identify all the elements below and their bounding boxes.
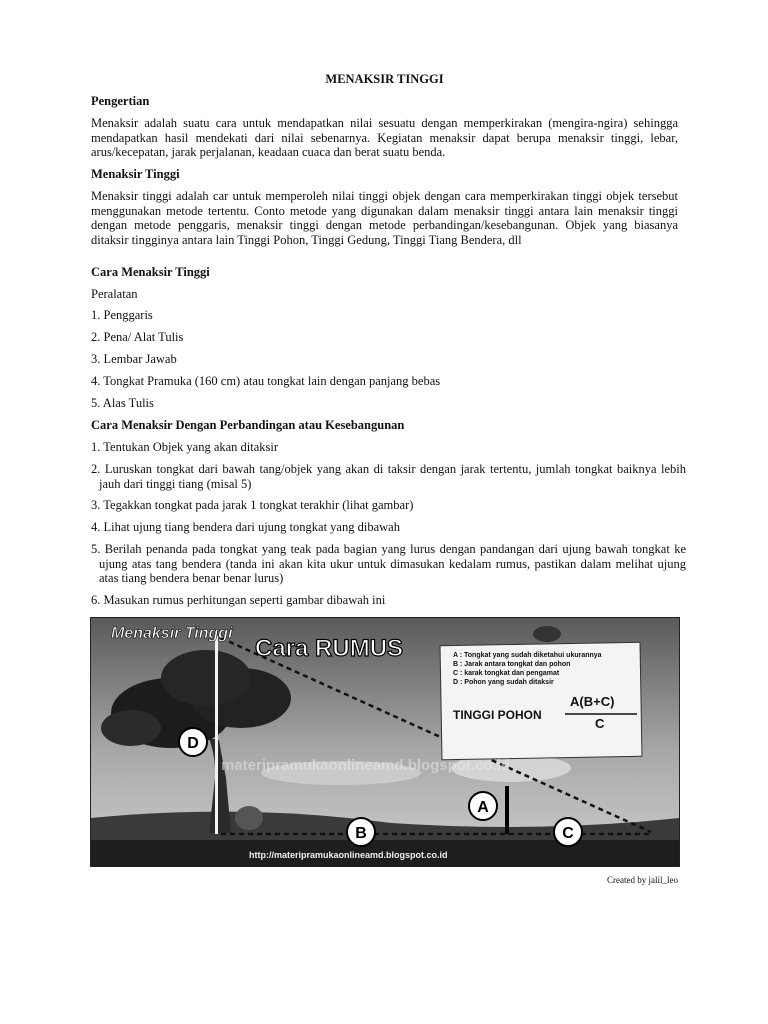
list-item: 1. Penggaris bbox=[91, 308, 153, 322]
marker-label: D bbox=[187, 735, 199, 752]
step-item: 2. Luruskan tongkat dari bawah tang/objek yang akan di taksir dengan jarak tertentu, jumlah tongkat baiknya lebih jauh dari tinggi tiang (misal 5) bbox=[91, 462, 686, 491]
step-item: 6. Masukan rumus perhitungan seperti gambar dibawah ini bbox=[91, 593, 386, 607]
figure-heading: Cara RUMUS bbox=[255, 635, 404, 662]
list-item: 2. Pena/ Alat Tulis bbox=[91, 330, 184, 344]
list-item: 4. Tongkat Pramuka (160 cm) atau tongkat lain dengan panjang bebas bbox=[91, 374, 441, 388]
heading-pengertian: Pengertian bbox=[91, 94, 150, 108]
legend-item: C : karak tongkat dan pengamat bbox=[453, 670, 560, 677]
credit-text: Created by jalil_leo bbox=[607, 875, 678, 885]
page-title: MENAKSIR TINGGI bbox=[325, 72, 444, 86]
rock bbox=[235, 806, 263, 830]
list-item: 3. Lembar Jawab bbox=[91, 352, 177, 366]
step-item: 3. Tegakkan tongkat pada jarak 1 tongkat terakhir (lihat gambar) bbox=[91, 498, 414, 512]
formula-denominator: C bbox=[595, 716, 605, 731]
legend-item: A : Tongkat yang sudah diketahui ukurannya bbox=[453, 652, 602, 659]
marker-label: B bbox=[355, 825, 367, 842]
step-item: 1. Tentukan Objek yang akan ditaksir bbox=[91, 440, 279, 454]
illustration-svg bbox=[91, 618, 679, 866]
marker-b bbox=[347, 818, 375, 846]
stick bbox=[505, 786, 509, 834]
formula-label: TINGGI POHON bbox=[453, 708, 542, 722]
paragraph-menaksir-tinggi: Menaksir tinggi adalah car untuk memperoleh nilai tinggi objek dengan cara memperkirakan tinggi objek tersebut menggunakan metode tertentu. Conto metode yang digunakan dalam menaksir tinggi antara lain menaksir tinggi dengan metode penggaris, menaksir tinggi dengan metode perbandingan/kesebangunan. Objek yang biasanya ditaksir tingginya antara lain Tinggi Pohon, Tinggi Gedung, Tinggi Tiang Bendera, dll bbox=[91, 189, 678, 247]
figure-url: http://materipramukaonlineamd.blogspot.co.id bbox=[249, 850, 448, 860]
marker-a bbox=[469, 792, 497, 820]
marker-label: A bbox=[477, 799, 489, 816]
marker-d bbox=[179, 728, 207, 756]
label-peralatan: Peralatan bbox=[91, 287, 138, 301]
marker-c bbox=[554, 818, 582, 846]
logo-script: Menaksir Tinggi bbox=[111, 625, 233, 642]
tree-canopy bbox=[101, 710, 161, 746]
heading-cara-menaksir: Cara Menaksir Tinggi bbox=[91, 265, 210, 279]
tree-canopy bbox=[161, 650, 251, 706]
marker-label: C bbox=[562, 825, 574, 842]
step-item: 5. Berilah penanda pada tongkat yang teak pada bagian yang lurus dengan pandangan dari ujung bawah tongkat ke ujung atas tang bendera (tanda ini akan kita ukur untuk dimasukan kedalam rumus, pastikan dalam melihat ujung atas tiang bendera benar benar lurus) bbox=[91, 542, 686, 585]
pin-icon bbox=[533, 626, 561, 642]
paragraph-pengertian: Menaksir adalah suatu cara untuk mendapatkan nilai sesuatu dengan memperkirakan (mengira-ngira) sehingga mendapatkan hasil mendekati dari nilai sebenarnya. Kegiatan menaksir dapat berupa menaksir tinggi, lebar, arus/kecepatan, jarak perjalanan, keadaan cuaca dan berat suatu benda. bbox=[91, 116, 678, 159]
heading-perbandingan: Cara Menaksir Dengan Perbandingan atau Kesebangunan bbox=[91, 418, 405, 432]
legend-item: B : Jarak antara tongkat dan pohon bbox=[453, 661, 571, 668]
legend-item: D : Pohon yang sudah ditaksir bbox=[453, 679, 554, 686]
step-item: 4. Lihat ujung tiang bendera dari ujung tongkat yang dibawah bbox=[91, 520, 400, 534]
formula-illustration bbox=[90, 617, 680, 867]
list-item: 5. Alas Tulis bbox=[91, 396, 154, 410]
height-line bbox=[215, 636, 218, 834]
watermark: materipramukaonlineamd.blogspot.co.id bbox=[221, 757, 511, 774]
formula-numerator: A(B+C) bbox=[570, 694, 615, 709]
heading-menaksir-tinggi: Menaksir Tinggi bbox=[91, 167, 180, 181]
